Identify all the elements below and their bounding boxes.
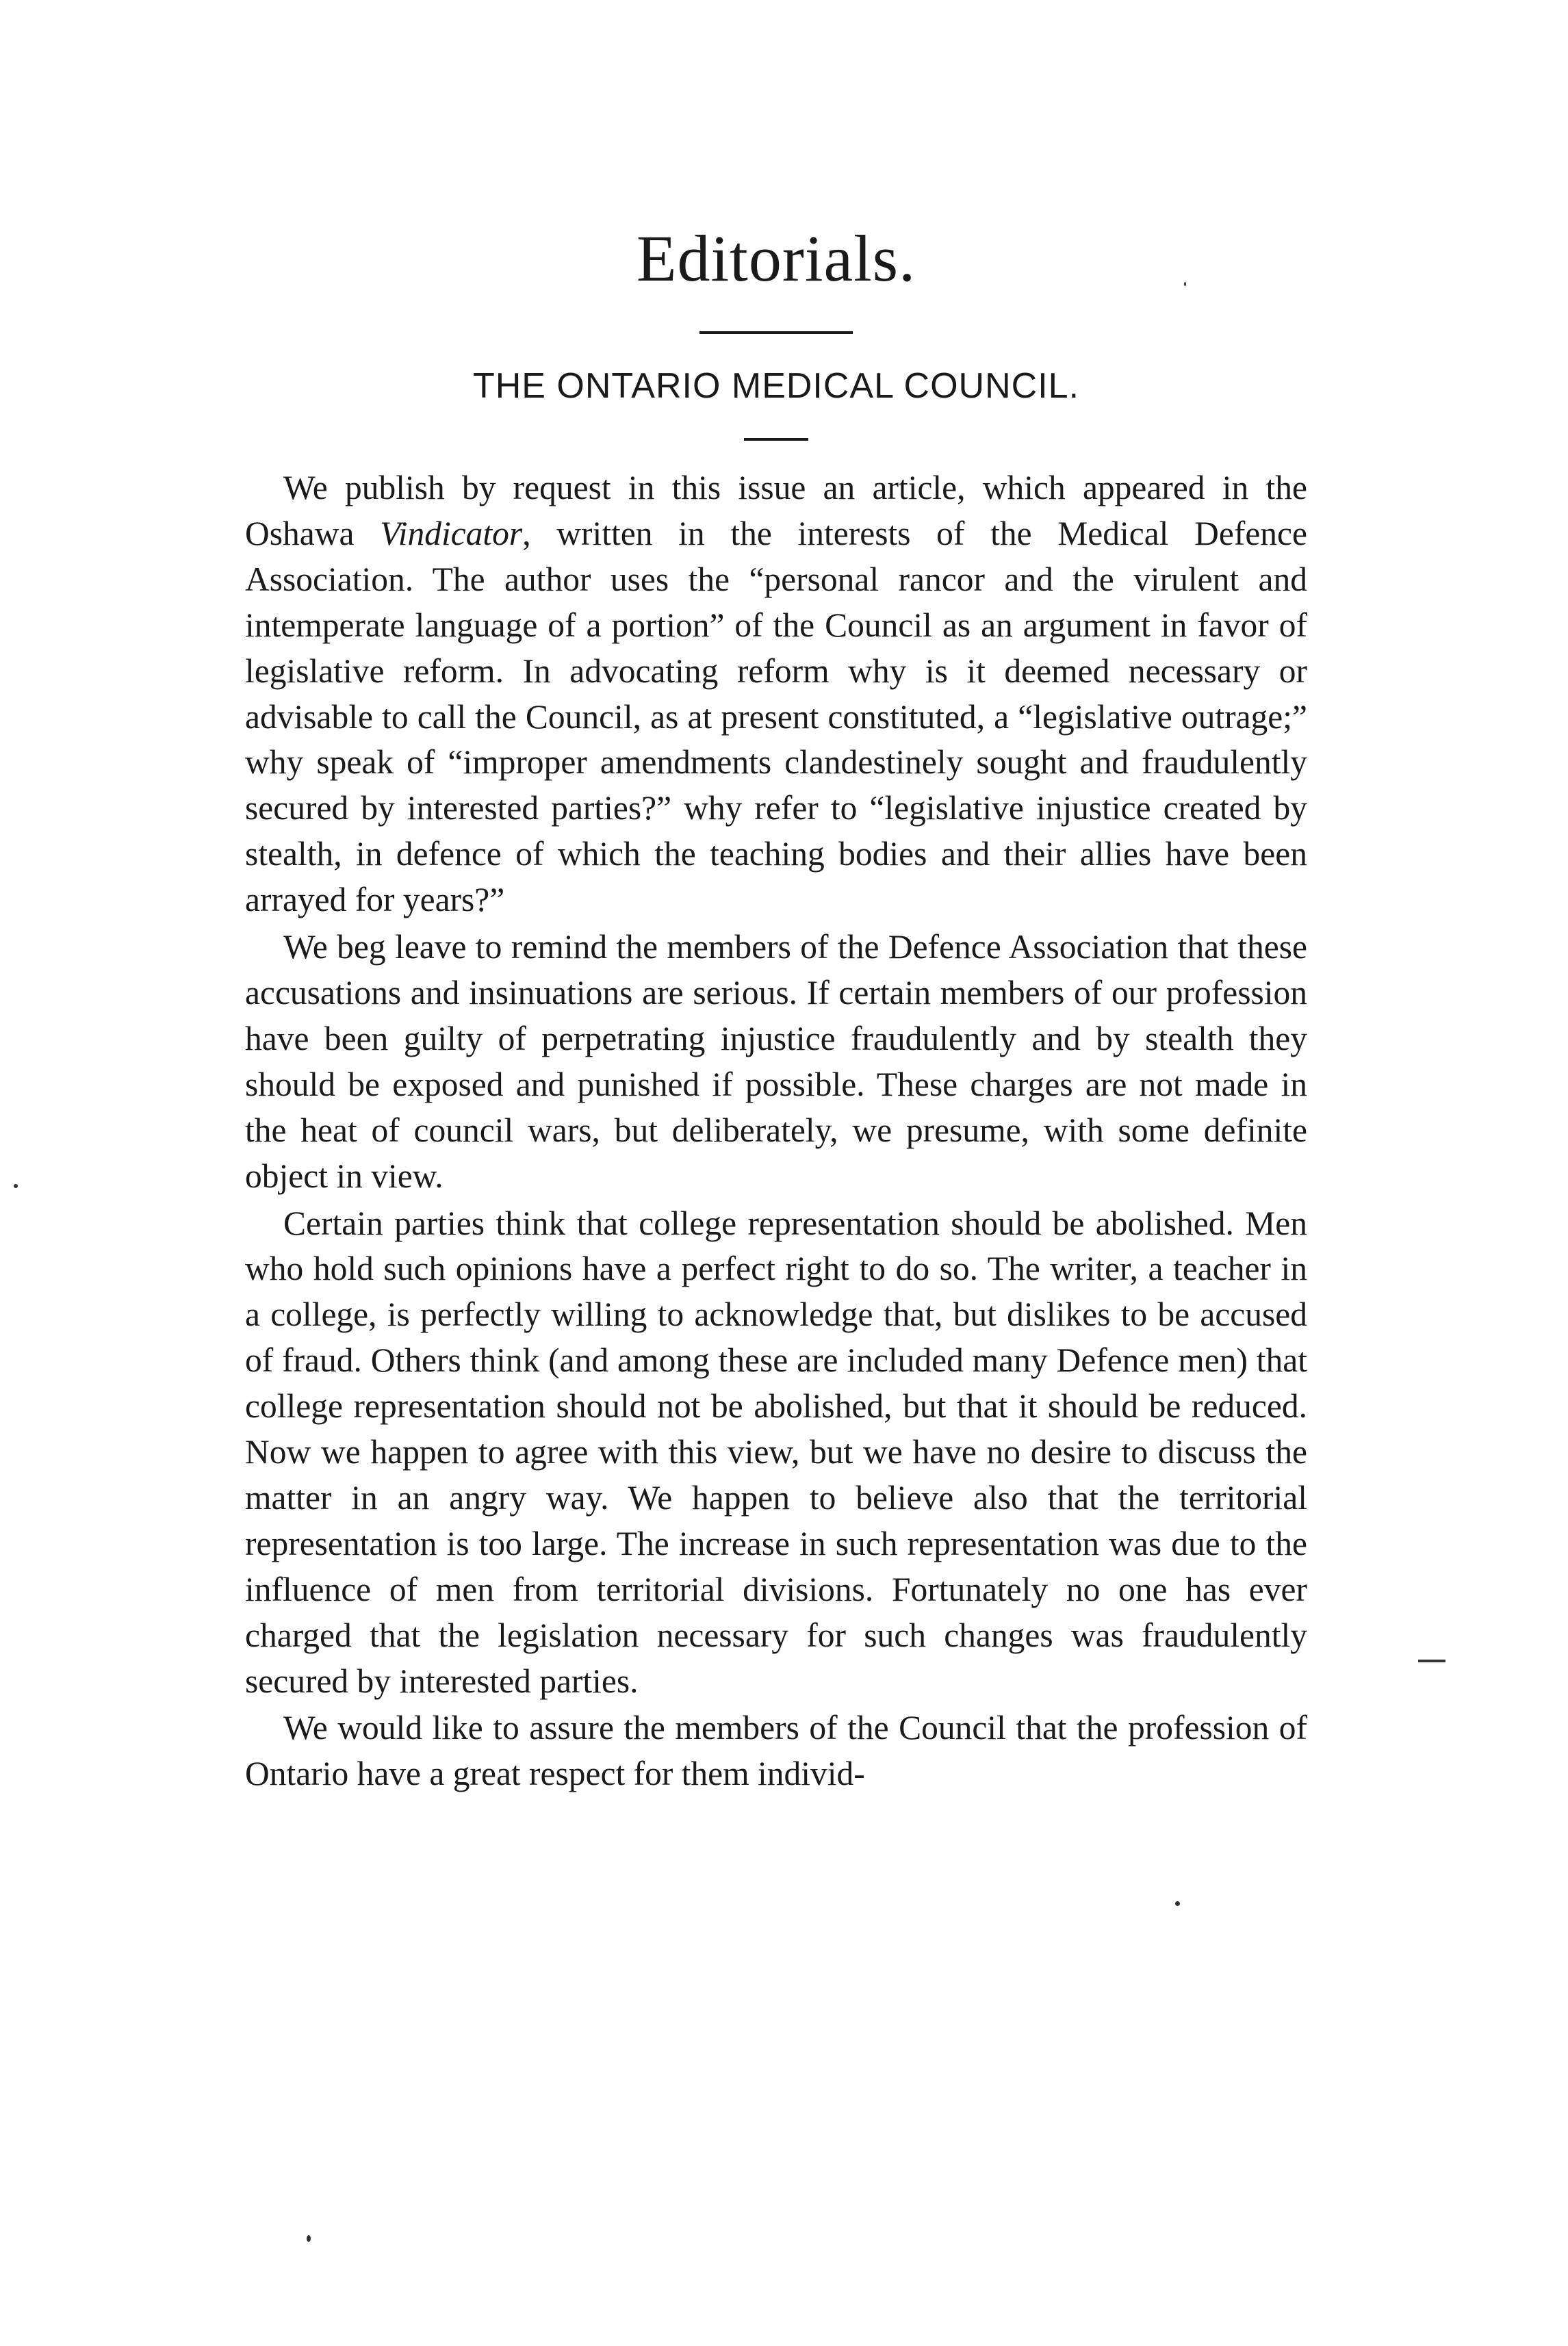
editorial-page xyxy=(245,222,1307,1797)
paragraph-2: We beg leave to remind the members of the Defence Association that these accusations and insinuations are serious. If certain members of our profession have been guilty of perpetrating injustice fraudulently and by stealth they should be exposed and punished if possible. These charges are not made in the heat of council wars, but deliberately, we presume, with some definite object in view. xyxy=(245,928,1307,1195)
article-body xyxy=(245,465,1307,1797)
margin-dash xyxy=(1418,1660,1445,1662)
paragraph-3: Certain parties think that college representation should be abolished. Men who hold such opinions have a perfect right to do so. The writer, a teacher in a college, is perfectly willing to acknowledge that, but dislikes to be accused of fraud. Others think (and among these are included many Defence men) that college representation should not be abolished, but that it should be reduced. Now we happen to agree with this view, but we have no desire to discuss the matter in an angry way. We happen to believe also that the territorial representation is too large. The increase in such representation was due to the influence of men from territorial divisions. Fortunately no one has ever charged that the legislation necessary for such changes was fraudulently secured by interested parties. xyxy=(245,1204,1307,1700)
newspaper-title: Vindicator xyxy=(380,514,523,552)
title-rule xyxy=(744,438,808,441)
margin-speck xyxy=(1175,1901,1180,1906)
paragraph-1-run-2: , written in the interests of the Medical Defence Association. The author uses the “personal rancor and the virulent and intemperate language of a portion” of the Council as an argument in favor of legislative reform. In advocating reform why is it deemed necessary or advisable to call the Council, as at present constituted, a “legislative outrage;” why speak of “improper amendments clandestinely sought and fraudulently secured by interested parties?” why refer to “legislative injustice created by stealth, in defence of which the teaching bodies and their allies have been arrayed for years?” xyxy=(245,514,1307,919)
paragraph-4: We would like to assure the members of the Council that the profession of Ontario have a great respect for them individ- xyxy=(245,1709,1307,1793)
margin-speck xyxy=(1184,282,1186,286)
article-title: THE ONTARIO MEDICAL COUNCIL. xyxy=(472,366,1080,406)
heading-rule xyxy=(699,331,853,334)
margin-speck xyxy=(14,1184,18,1188)
margin-speck xyxy=(307,2235,311,2242)
section-heading: Editorials. xyxy=(636,222,916,295)
paragraph-1 xyxy=(245,465,1307,923)
paragraph-1-run-1: We publish by request in this issue an article, which appeared in the Oshawa xyxy=(245,469,1307,552)
